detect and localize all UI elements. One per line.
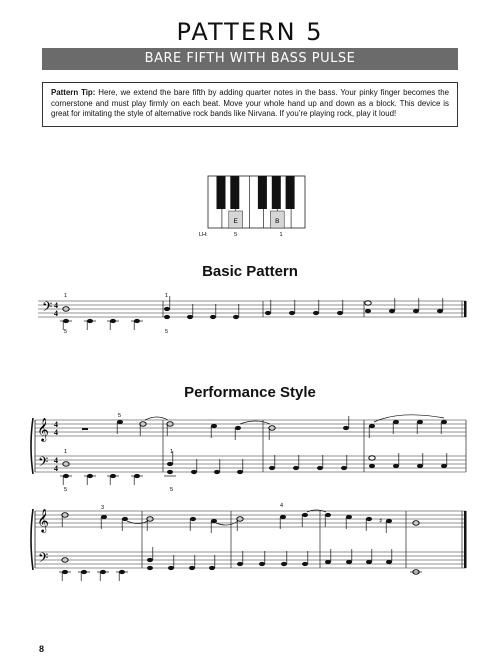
bass-clef-icon: 𝄢 [38,550,49,569]
tip-label: Pattern Tip: [51,88,96,97]
treble-clef-icon: 𝄞 [37,417,49,441]
time-sig-bottom: 4 [54,428,58,437]
hand-label: LH: [199,232,208,238]
bass-clef-icon: 𝄢 [42,299,53,318]
fingering-1: 1 [165,293,169,299]
basic-pattern-heading: Basic Pattern [202,263,298,280]
key-label-e: E [233,218,238,225]
lh-fingering: 5 [64,487,68,493]
page-number: 8 [39,644,45,654]
lh-fingering: 1 [64,449,68,455]
fingering-1: 1 [64,293,68,299]
time-sig-bottom: 4 [54,309,58,318]
tip-text: Here, we extend the bare fifth by adding quarter notes in the bass. Your pinky finger becomes the cornerstone and must play firmly on each beat. Move your whole hand up and down as a block. This device is great for imitating the style of alternative rock bands like Nirvana. If you’re playing rock, play it loud! [51,88,449,119]
treble-clef-icon: 𝄞 [37,508,49,532]
fingering-5: 5 [64,329,68,335]
rh-fingering: 3 [101,505,105,511]
fingering-5: 5 [165,329,169,335]
page-title: PATTERN 5 [176,18,324,46]
bass-clef-icon: 𝄢 [38,454,49,473]
lh-fingering: 1 [170,449,174,455]
finger-number-e: 5 [234,232,238,238]
sharp-icon: ♯ [379,517,383,525]
performance-style-heading: Performance Style [184,384,316,401]
time-sig-bottom: 4 [54,464,58,473]
rh-fingering: 5 [118,413,122,419]
time-sig-top: 4 [54,301,58,310]
performance-system-1 [31,413,466,493]
pattern-subtitle-banner: BARE FIFTH WITH BASS PULSE [42,48,458,70]
key-label-b: B [275,218,280,225]
brace-icon [31,418,33,474]
finger-number-b: 1 [279,232,283,238]
basic-pattern-staff [38,293,467,335]
keyboard-diagram [199,176,305,238]
lh-fingering: 5 [170,487,174,493]
rh-fingering: 4 [280,503,284,509]
time-sig-top: 4 [54,420,58,429]
performance-system-2 [31,503,467,581]
half-rest-icon [82,428,88,430]
time-sig-top: 4 [54,456,58,465]
brace-icon [31,509,33,570]
